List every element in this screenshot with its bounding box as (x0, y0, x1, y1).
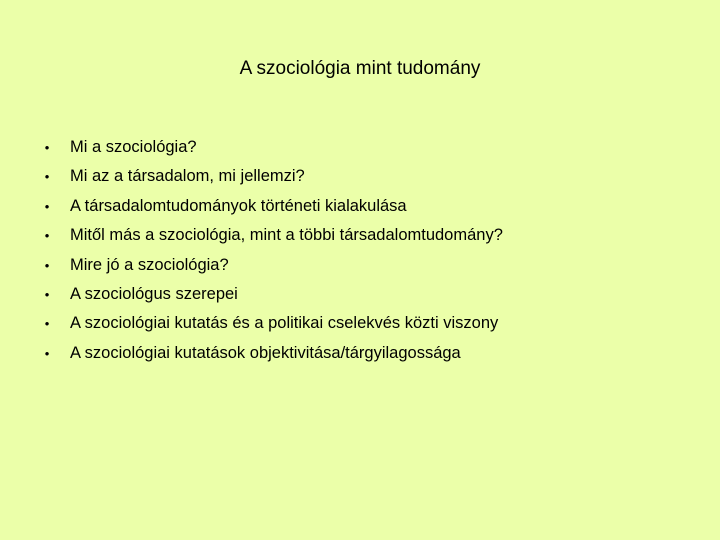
bullet-icon: • (44, 169, 50, 185)
bullet-text: Mire jó a szociológia? (70, 255, 229, 274)
bullet-icon: • (44, 316, 50, 332)
slide-title: A szociológia mint tudomány (239, 58, 481, 79)
bullet-text: A szociológiai kutatás és a politikai cselekvés közti viszony (70, 314, 499, 333)
bullet-icon: • (44, 198, 50, 214)
bullet-text: A társadalomtudományok történeti kialakulása (70, 196, 407, 215)
bullet-text: A szociológus szerepei (70, 284, 238, 303)
bullet-text: Mitől más a szociológia, mint a többi társadalomtudomány? (70, 226, 503, 245)
bullet-icon: • (44, 286, 50, 302)
bullet-text: Mi a szociológia? (70, 138, 197, 156)
bullet-text: Mi az a társadalom, mi jellemzi? (70, 167, 305, 186)
bullet-text: A szociológiai kutatások objektivitása/tárgyilagossága (70, 343, 461, 362)
bullet-icon: • (44, 257, 50, 273)
bullet-icon: • (44, 345, 50, 361)
bullet-icon: • (44, 228, 50, 244)
bullet-icon: • (44, 140, 50, 155)
